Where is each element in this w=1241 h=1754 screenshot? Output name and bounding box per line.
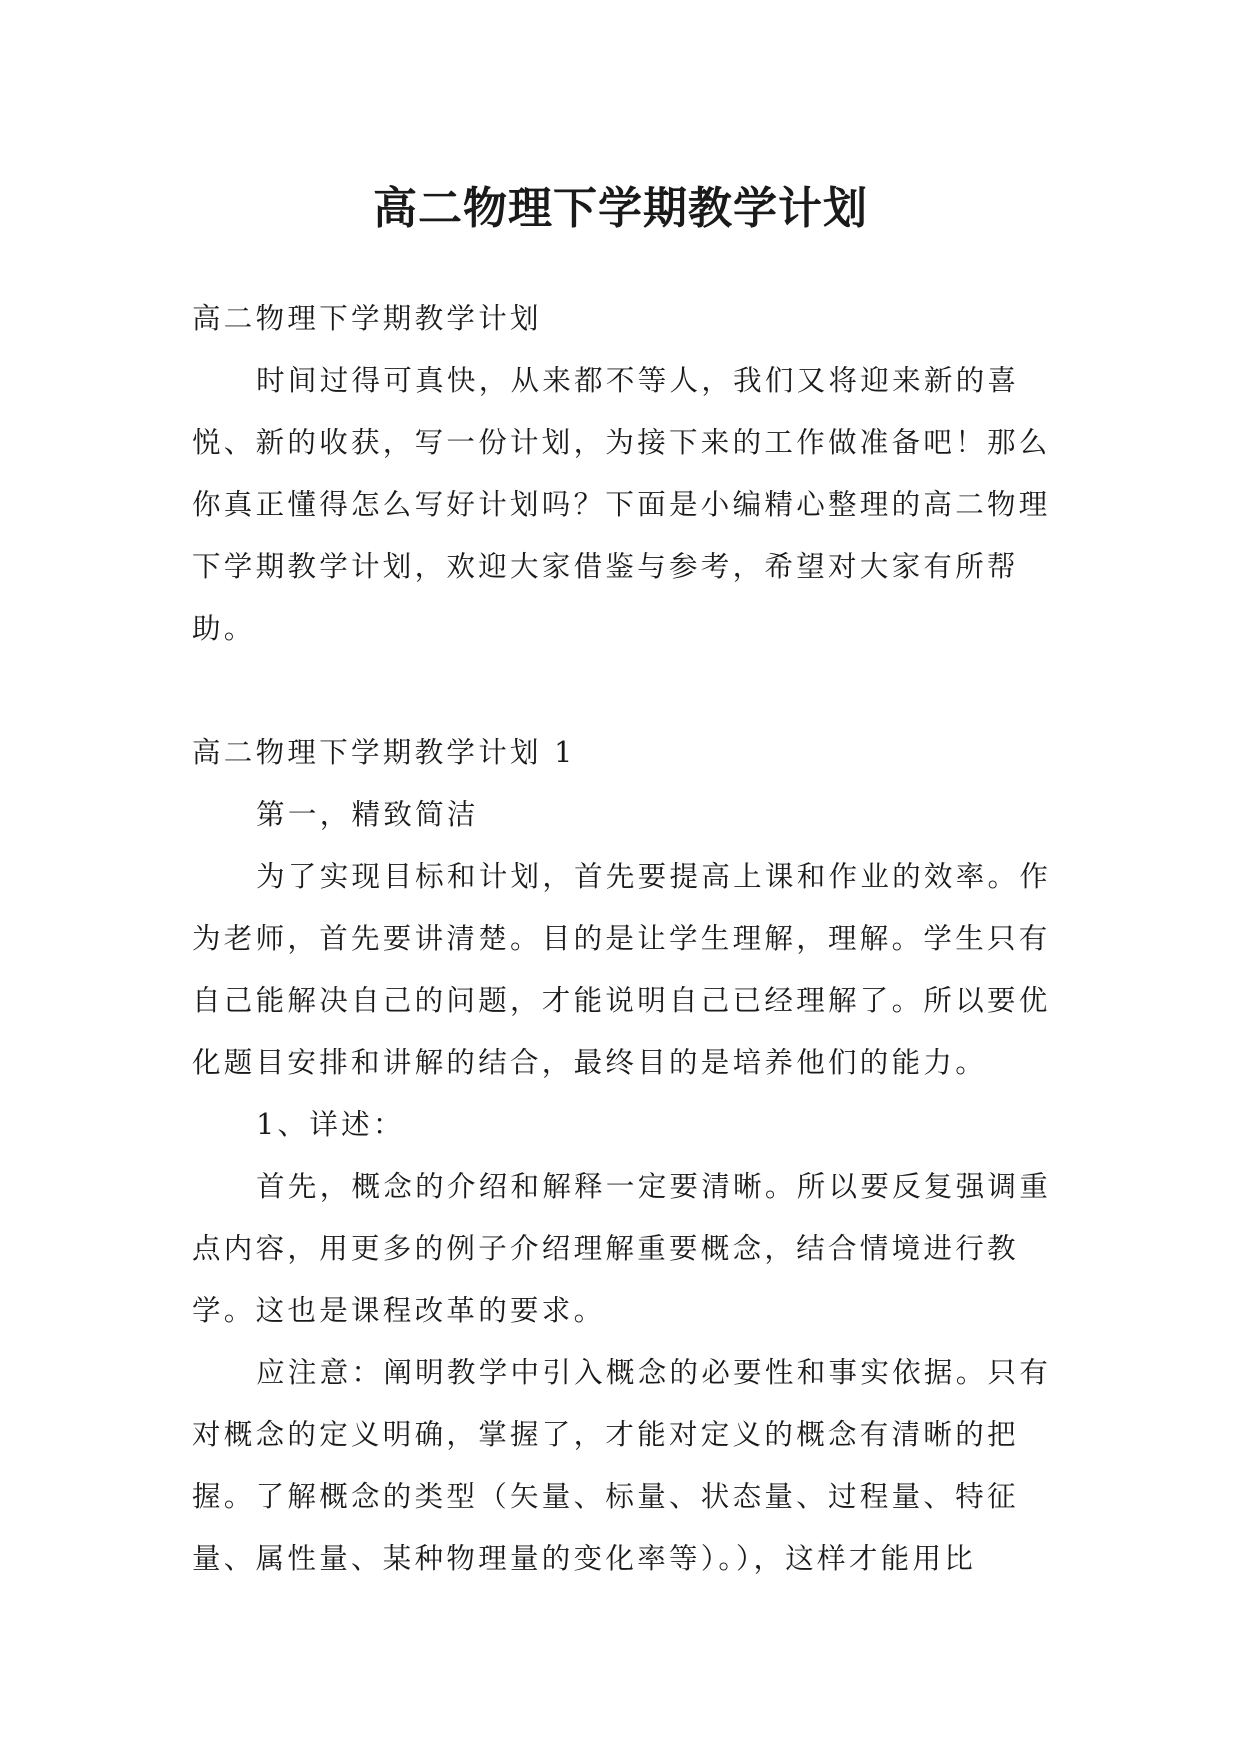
subheading: 第一，精致简洁 — [256, 798, 479, 831]
section-heading: 高二物理下学期教学计划 — [192, 302, 542, 335]
intro-paragraph: 时间过得可真快，从来都不等人，我们又将迎来新的喜悦、新的收获，写一份计划，为接下来的工作做准备吧！那么你真正懂得怎么写好计划吗？下面是小编精心整理的高二物理下学期教学计划，欢迎大家借鉴与参考，希望对大家有所帮助。 — [192, 364, 1051, 645]
body-paragraph: 为了实现目标和计划，首先要提高上课和作业的效率。作为老师，首先要讲清楚。目的是让学生理解，理解。学生只有自己能解决自己的问题，才能说明自己已经理解了。所以要优化题目安排和讲解的结合，最终目的是培养他们的能力。 — [192, 860, 1052, 1079]
list-heading: 1、详述： — [256, 1108, 405, 1141]
paragraph-gap — [192, 660, 1054, 722]
document-body — [192, 288, 1054, 1590]
body-paragraph: 应注意：阐明教学中引入概念的必要性和事实依据。只有对概念的定义明确，掌握了，才能对定义的概念有清晰的把握。了解概念的类型（矢量、标量、状态量、过程量、特征量、属性量、某种物理量的变化率等）。），这样才能用比 — [192, 1356, 1052, 1575]
body-paragraph: 首先，概念的介绍和解释一定要清晰。所以要反复强调重点内容，用更多的例子介绍理解重要概念，结合情境进行教学。这也是课程改革的要求。 — [192, 1170, 1052, 1327]
document-title: 高二物理下学期教学计划 — [373, 183, 868, 235]
section-heading: 高二物理下学期教学计划 1 — [192, 736, 576, 769]
